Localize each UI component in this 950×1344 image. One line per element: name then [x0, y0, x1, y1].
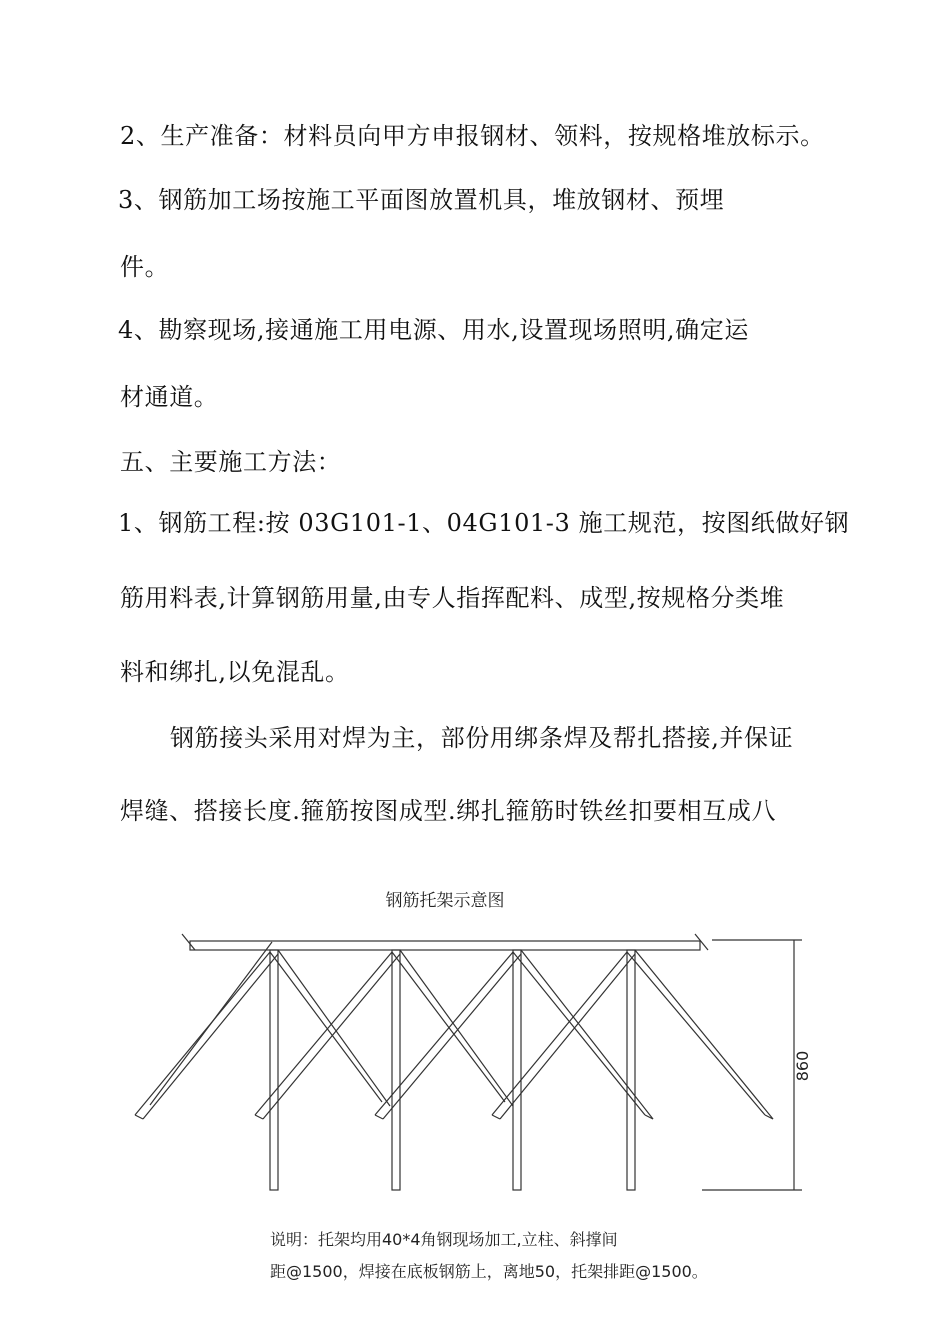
paragraph-site-survey: 4、勘察现场,接通施工用电源、用水,设置现场照明,确定运 — [118, 316, 749, 344]
vertical-posts — [270, 950, 635, 1190]
paragraph-processing-site: 3、钢筋加工场按施工平面图放置机具，堆放钢材、预埋 — [118, 186, 725, 214]
paragraph-production-prep: 2、生产准备：材料员向甲方申报钢材、领料，按规格堆放标示。 — [120, 122, 825, 150]
beam-end-mark-left — [182, 934, 195, 950]
diagonal-braces — [135, 942, 773, 1119]
paragraph-rebar-joints: 钢筋接头采用对焊为主，部份用绑条焊及帮扎搭接,并保证 — [170, 724, 794, 752]
figure-caption-line2: 距@1500，焊接在底板钢筋上，离地50，托架排距@1500。 — [270, 1262, 708, 1281]
height-dimension — [702, 940, 802, 1190]
post-2 — [392, 950, 400, 1190]
paragraph-rebar-engineering-cont2: 料和绑扎,以免混乱。 — [120, 658, 350, 686]
paragraph-site-survey-cont: 材通道。 — [120, 383, 219, 411]
dimension-label: 860 — [793, 1050, 812, 1082]
rebar-support-diagram — [120, 920, 820, 1210]
figure-title: 钢筋托架示意图 — [385, 891, 505, 911]
paragraph-rebar-joints-cont: 焊缝、搭接长度.箍筋按图成型.绑扎箍筋时铁丝扣要相互成八 — [120, 797, 777, 825]
post-4 — [627, 950, 635, 1190]
paragraph-rebar-engineering-cont1: 筋用料表,计算钢筋用量,由专人指挥配料、成型,按规格分类堆 — [120, 584, 785, 612]
post-3 — [513, 950, 521, 1190]
section-heading-construction-methods: 五、主要施工方法： — [120, 448, 342, 476]
beam-end-mark-right — [695, 934, 708, 950]
paragraph-rebar-engineering: 1、钢筋工程:按 03G101-1、04G101-3 施工规范，按图纸做好钢 — [118, 509, 850, 537]
post-1 — [270, 950, 278, 1190]
paragraph-processing-site-cont: 件。 — [120, 253, 170, 281]
figure-caption-line1: 说明：托架均用40*4角钢现场加工,立柱、斜撑间 — [270, 1230, 618, 1249]
